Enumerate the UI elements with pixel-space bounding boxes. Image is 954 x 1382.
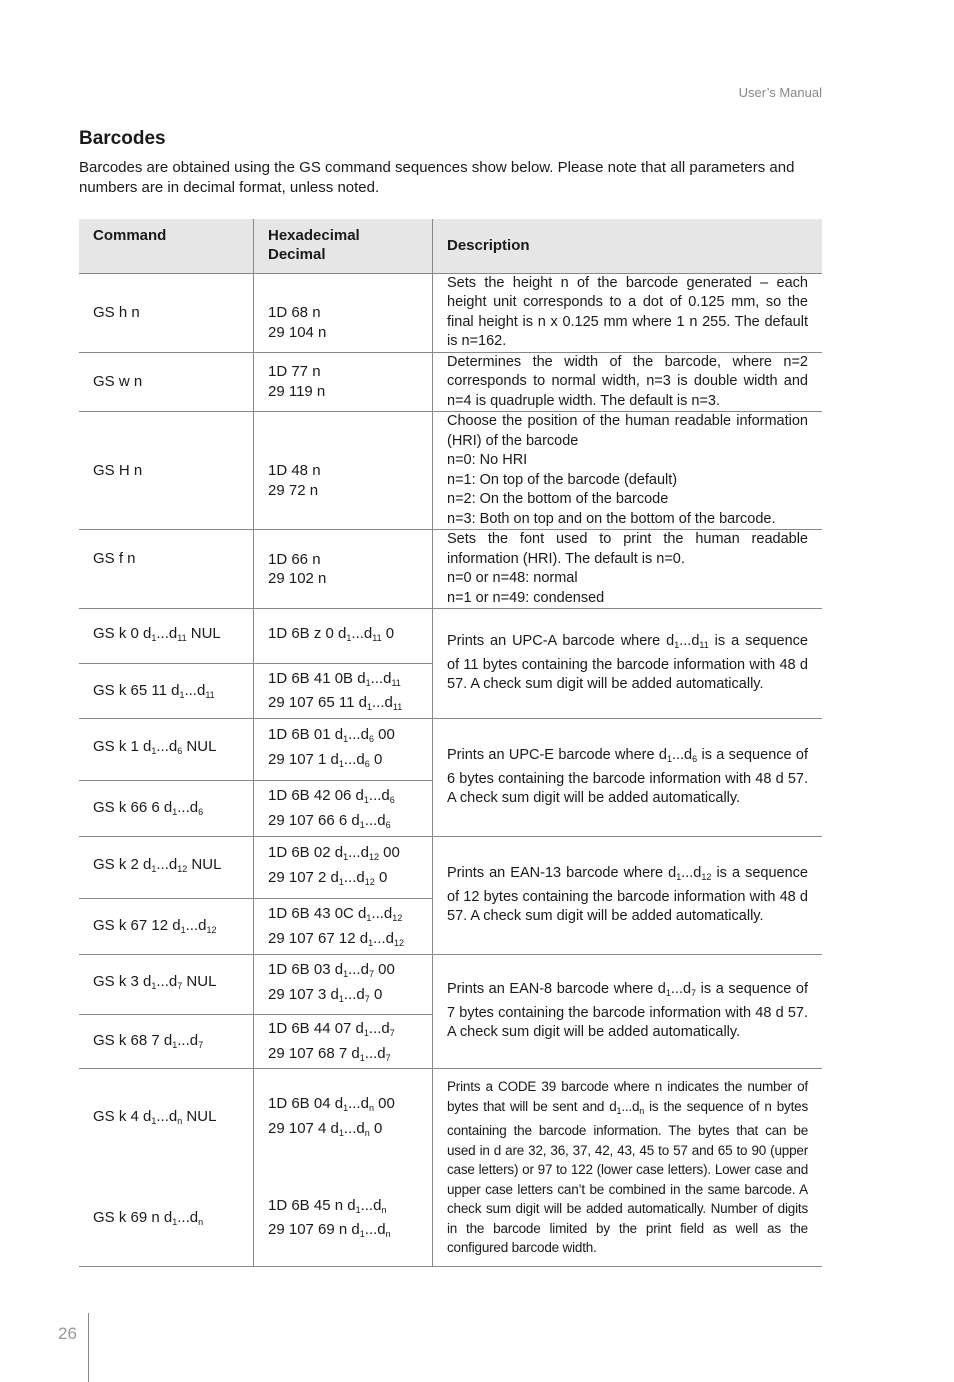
command-cell: GS k 66 6 $d_1...d_6$ bbox=[79, 781, 254, 837]
description-line: n=3: Both on top and on the bottom of the barcode. bbox=[447, 510, 776, 527]
command-cell: GS H n bbox=[79, 412, 254, 530]
running-header: User’s Manual bbox=[738, 85, 822, 100]
table-row bbox=[79, 412, 822, 530]
command-cell: GS h n bbox=[79, 273, 254, 352]
hex-dec-cell: 1D 77 n 29 119 n bbox=[254, 352, 433, 412]
table-header-row bbox=[79, 219, 822, 273]
command-cell: GS k 68 7 $d_1...d_7$ bbox=[79, 1015, 254, 1069]
hex-dec-cell: 1D 6B 01 $d_1...d_6$ 00 29 107 1 $d_1...d_6$ 0 bbox=[254, 719, 433, 781]
table-row bbox=[79, 719, 822, 781]
command-cell: GS k 0 $d_1...d_{11}$ NUL bbox=[79, 609, 254, 664]
hex-dec-cell: 1D 68 n 29 104 n bbox=[254, 273, 433, 352]
table-row bbox=[79, 352, 822, 412]
description-line: Sets the font used to print the human readable information (HRI). The default is n=0. bbox=[447, 531, 808, 567]
header-hex-dec: Hexadecimal Decimal bbox=[254, 219, 433, 273]
table-row bbox=[79, 609, 822, 664]
page-number-divider bbox=[88, 1313, 89, 1382]
hex-dec-cell: 1D 6B 02 $d_1...d_{12}$ 00 29 107 2 $d_1...d_{12}$ 0 bbox=[254, 837, 433, 899]
header-description: Description bbox=[433, 219, 823, 273]
section-title: Barcodes bbox=[79, 128, 166, 149]
hex-dec-cell: 1D 6B 03 $d_1...d_7$ 00 29 107 3 $d_1...d_7$ 0 bbox=[254, 955, 433, 1015]
table-row bbox=[79, 530, 822, 609]
page-number: 26 bbox=[58, 1324, 77, 1343]
command-cell: GS k 1 $d_1...d_6$ NUL bbox=[79, 719, 254, 781]
table-row bbox=[79, 273, 822, 352]
description-line: n=1 or n=49: condensed bbox=[447, 589, 605, 606]
description-cell: Prints an UPC-A barcode where $d_1...d_{11}$ is a sequence of 11 bytes containing the barcode information with 48 d 57. A check sum digit will be added automatically. bbox=[447, 633, 809, 693]
command-table bbox=[79, 219, 822, 1267]
command-cell: GS k 2 $d_1...d_{12}$ NUL bbox=[79, 837, 254, 899]
description-line: n=0: No HRI bbox=[447, 452, 528, 468]
hex-dec-cell: 1D 6B 44 07 $d_1...d_7$ 29 107 68 7 $d_1...d_7$ bbox=[254, 1015, 433, 1069]
command-cell: GS f n bbox=[79, 530, 254, 609]
table-row bbox=[79, 837, 822, 899]
command-cell: GS w n bbox=[79, 352, 254, 412]
description-line: n=1: On top of the barcode (default) bbox=[447, 471, 678, 488]
description-cell: Prints a CODE 39 barcode where n indicates the number of bytes that will be sent and $d_1...d_n$ is the sequence of n bytes containing the barcode information. The bytes that can be used in d are 32, 36, 37, 42, 43, 45 to 57 and 65 to 90 (upper case letters) or 97 to 122 (lower case letters). Lower case and upper case letters can’t be combined in the same barcode. A check sum digit will be added automatically. Number of digits in the barcode limited by the print field as well as the configured barcode width. bbox=[447, 1079, 808, 1256]
hex-dec-cell: 1D 6B 04 $d_1...d_n$ 00 29 107 4 $d_1...d_n$ 0 bbox=[254, 1069, 433, 1169]
command-cell: GS k 3 $d_1...d_7$ NUL bbox=[79, 955, 254, 1015]
hex-dec-cell: 1D 6B 43 0C $d_1...d_{12}$ 29 107 67 12 $d_1...d_{12}$ bbox=[254, 899, 433, 955]
command-cell: GS k 4 $d_1...d_n$ NUL bbox=[79, 1069, 254, 1169]
command-cell: GS k 67 12 $d_1...d_{12}$ bbox=[79, 899, 254, 955]
command-cell: GS k 65 11 $d_1...d_{11}$ bbox=[79, 664, 254, 719]
description-cell: Prints an UPC-E barcode where $d_1...d_6$ is a sequence of 6 bytes containing the barcode information with 48 d 57. A check sum digit will be added automatically. bbox=[447, 747, 808, 807]
description-cell bbox=[433, 530, 823, 609]
description-cell: Sets the height n of the barcode generated – each height unit corresponds to a dot of 0.125 mm, so the final height is n x 0.125 mm where 1 n 255. The default is n=162. bbox=[447, 274, 808, 349]
hex-dec-cell: 1D 6B 41 0B $d_1...d_{11}$ 29 107 65 11 $d_1...d_{11}$ bbox=[254, 664, 433, 719]
table-row bbox=[79, 955, 822, 1015]
description-cell: Determines the width of the barcode, where n=2 corresponds to normal width, n=3 is double width and n=4 is quadruple width. The default is n=3. bbox=[447, 353, 808, 409]
hex-dec-cell: 1D 6B z 0 $d_1...d_{11}$ 0 bbox=[254, 609, 433, 664]
hex-dec-cell: 1D 66 n 29 102 n bbox=[254, 530, 433, 609]
header-command: Command bbox=[79, 219, 254, 273]
command-cell: GS k 69 n $d_1...d_n$ bbox=[79, 1169, 254, 1267]
description-cell bbox=[433, 412, 823, 530]
description-cell: Prints an EAN-13 barcode where $d_1...d_{12}$ is a sequence of 12 bytes containing the barcode information with 48 d 57. A check sum digit will be added automatically. bbox=[447, 865, 808, 925]
hex-dec-cell: 1D 48 n 29 72 n bbox=[254, 412, 433, 530]
hex-dec-cell: 1D 6B 45 n $d_1...d_n$ 29 107 69 n $d_1...d_n$ bbox=[254, 1169, 433, 1267]
description-line: n=0 or n=48: normal bbox=[447, 570, 578, 586]
section-intro: Barcodes are obtained using the GS command sequences show below. Please note that all parameters and numbers are in decimal format, unless noted. bbox=[79, 159, 795, 196]
description-cell: Prints an EAN-8 barcode where $d_1...d_7$ is a sequence of 7 bytes containing the barcode information with 48 d 57. A check sum digit will be added automatically. bbox=[447, 981, 808, 1041]
description-line: Choose the position of the human readable information (HRI) of the barcode bbox=[447, 413, 808, 449]
table-row bbox=[79, 1069, 822, 1169]
hex-dec-cell: 1D 6B 42 06 $d_1...d_6$ 29 107 66 6 $d_1...d_6$ bbox=[254, 781, 433, 837]
description-line: n=2: On the bottom of the barcode bbox=[447, 491, 669, 507]
